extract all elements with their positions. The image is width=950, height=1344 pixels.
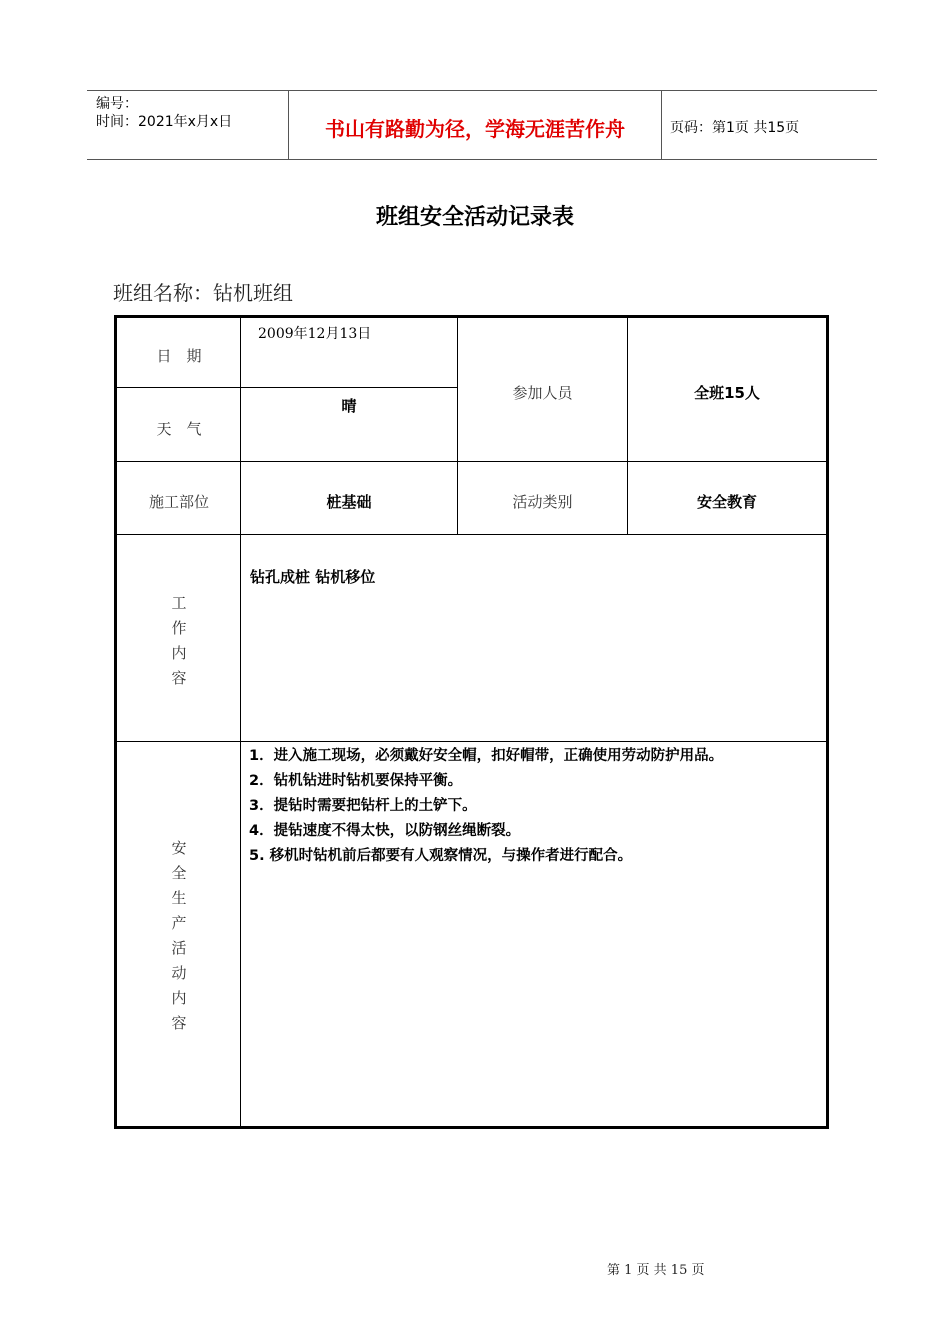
- date-value: 2009年12月13日: [258, 326, 372, 342]
- list-item: 1．进入施工现场，必须戴好安全帽，扣好帽带，正确使用劳动防护用品。: [249, 748, 724, 764]
- site-label: 施工部位: [148, 493, 209, 511]
- page-header: [87, 90, 877, 160]
- label-char: 全: [171, 864, 187, 882]
- category-label: 活动类别: [512, 493, 573, 511]
- date-label: 日 期: [156, 347, 202, 365]
- list-item: 4．提钻速度不得太快，以防钢丝绳断裂。: [249, 823, 521, 839]
- label-char: 活: [171, 939, 187, 957]
- participants-value: 全班15人: [694, 384, 760, 402]
- list-item: 3．提钻时需要把钻杆上的土铲下。: [249, 798, 477, 814]
- header-meta: [96, 95, 286, 131]
- page-footer: 第 1 页 共 15 页: [607, 1263, 705, 1278]
- label-char: 生: [171, 889, 187, 907]
- row-divider: [117, 461, 826, 462]
- label-char: 作: [171, 619, 187, 637]
- header-page-number: 页码：第1页 共15页: [670, 120, 800, 136]
- label-char: 安: [171, 839, 187, 857]
- label-char: 工: [171, 594, 187, 612]
- document-title: 班组安全活动记录表: [375, 205, 574, 230]
- work-content-value: 钻孔成桩 钻机移位: [250, 568, 376, 586]
- list-item: 2．钻机钻进时钻机要保持平衡。: [249, 773, 463, 789]
- activity-record-table: [114, 315, 829, 1129]
- header-divider: [661, 91, 662, 159]
- row-divider: [117, 741, 826, 742]
- weather-value: 晴: [341, 397, 357, 415]
- work-content-label: [117, 591, 241, 691]
- category-value: 安全教育: [696, 493, 757, 511]
- label-char: 容: [171, 669, 187, 687]
- safety-content-label: [117, 836, 241, 1036]
- header-motto: 书山有路勤为径，学海无涯苦作舟: [325, 117, 625, 141]
- row-divider: [117, 534, 826, 535]
- site-value: 桩基础: [326, 493, 372, 511]
- label-char: 产: [171, 914, 187, 932]
- label-char: 内: [171, 989, 187, 1007]
- label-char: 动: [171, 964, 187, 982]
- participants-label: 参加人员: [512, 384, 573, 402]
- label-char: 容: [171, 1014, 187, 1032]
- weather-label: 天 气: [156, 420, 202, 438]
- team-name: 班组名称：钻机班组: [113, 281, 293, 305]
- label-char: 内: [171, 644, 187, 662]
- list-item: 5. 移机时钻机前后都要有人观察情况，与操作者进行配合。: [249, 848, 633, 864]
- time-label: 时间：2021年x月x日: [96, 114, 233, 130]
- row-divider: [117, 387, 457, 388]
- number-label: 编号：: [96, 96, 138, 112]
- safety-items-list: [249, 744, 723, 869]
